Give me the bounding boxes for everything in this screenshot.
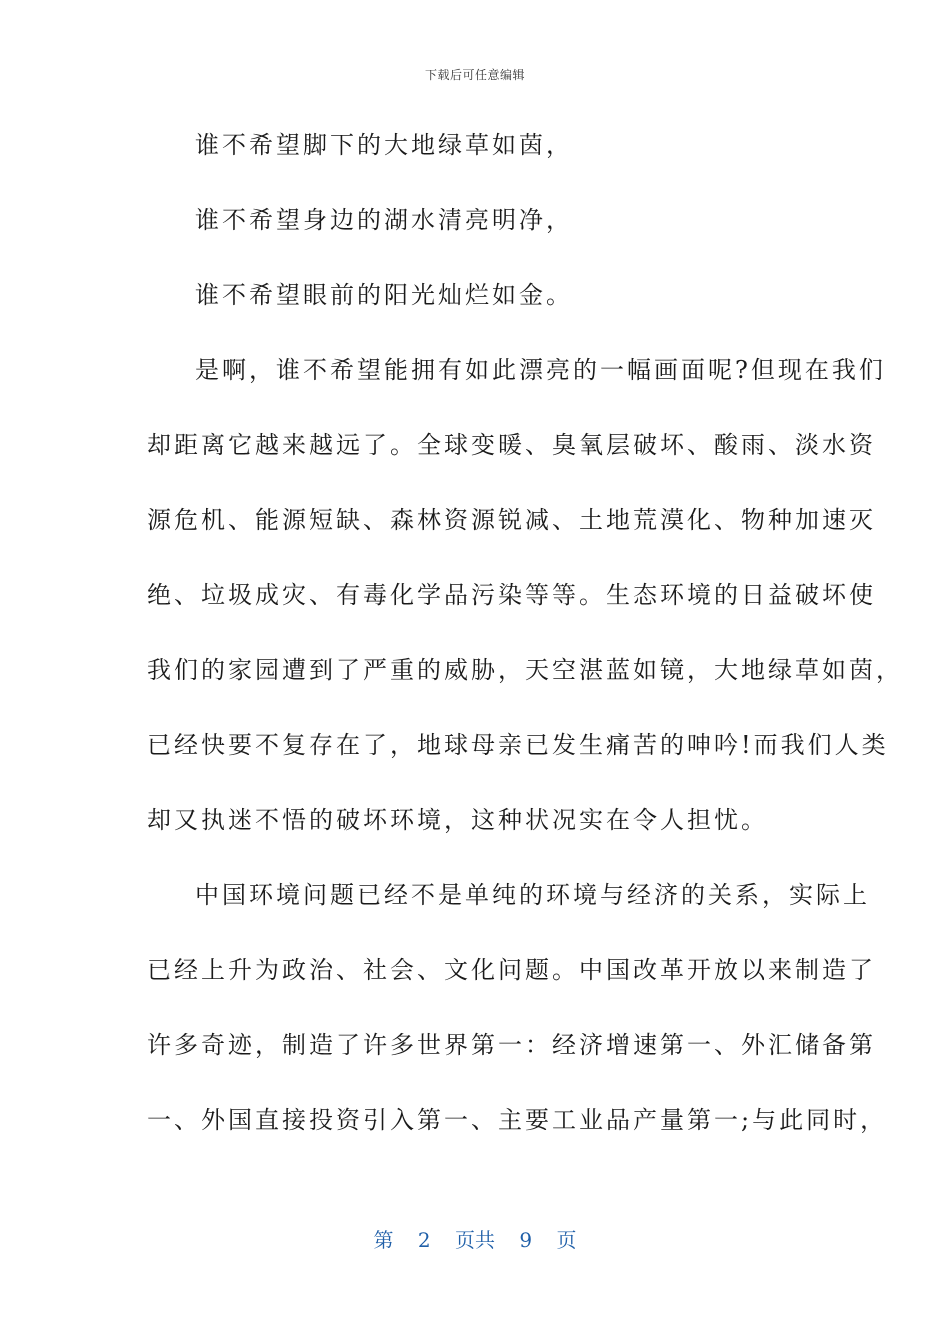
text-line: 是啊，谁不希望能拥有如此漂亮的一幅画面呢?但现在我们 [195, 356, 886, 384]
text-line: 绝、垃圾成灾、有毒化学品污染等等。生态环境的日益破坏使 [147, 581, 876, 609]
page-footer [0, 1224, 950, 1253]
document-body [147, 122, 903, 1172]
current-page-number: 2 [417, 1228, 431, 1252]
text-line: 却距离它越来越远了。全球变暖、臭氧层破坏、酸雨、淡水资 [147, 431, 876, 459]
text-line: 谁不希望脚下的大地绿草如茵， [195, 131, 573, 159]
text-line: 却又执迷不悟的破坏环境，这种状况实在令人担忧。 [147, 806, 768, 834]
total-pages-number: 9 [519, 1228, 533, 1252]
text-line: 一、外国直接投资引入第一、主要工业品产量第一;与此同时， [147, 1106, 888, 1134]
footer-suffix: 页 [556, 1228, 577, 1252]
text-line: 我们的家园遭到了严重的威胁，天空湛蓝如镜，大地绿草如茵， [147, 656, 903, 684]
text-line: 已经上升为政治、社会、文化问题。中国改革开放以来制造了 [147, 956, 876, 984]
footer-middle: 页共 [455, 1228, 495, 1252]
header-note: 下载后可任意编辑 [424, 68, 525, 82]
text-line: 谁不希望身边的湖水清亮明净， [195, 206, 573, 234]
text-line: 源危机、能源短缺、森林资源锐减、土地荒漠化、物种加速灭 [147, 506, 876, 534]
text-line: 中国环境问题已经不是单纯的环境与经济的关系，实际上 [195, 881, 870, 909]
footer-prefix: 第 [373, 1228, 394, 1252]
text-line: 许多奇迹，制造了许多世界第一：经济增速第一、外汇储备第 [147, 1031, 876, 1059]
text-line: 已经快要不复存在了，地球母亲已发生痛苦的呻吟!而我们人类 [147, 731, 889, 759]
text-line: 谁不希望眼前的阳光灿烂如金。 [195, 281, 573, 309]
